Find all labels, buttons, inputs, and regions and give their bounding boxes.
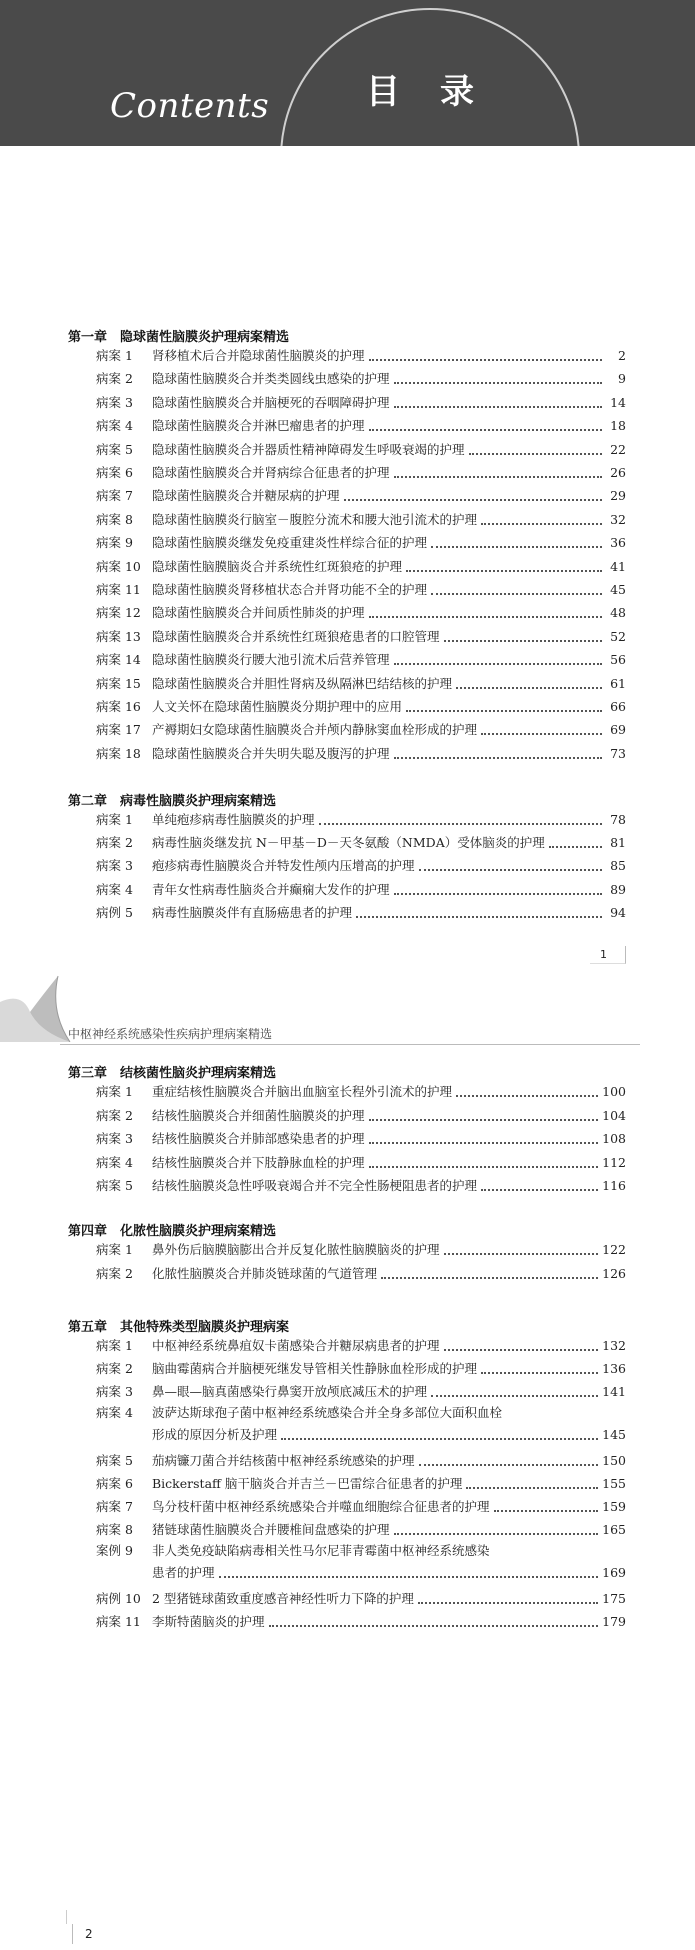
chapter-title: 第一章 隐球菌性脑膜炎护理病案精选: [68, 330, 290, 345]
entry-page-number: 22: [610, 441, 626, 457]
entry-page-number: 108: [602, 1131, 626, 1147]
entry-title: 隐球菌性脑膜脑炎合并系统性红斑狼疮的护理: [152, 558, 403, 574]
toc-entry[interactable]: [96, 553, 626, 575]
toc-entry[interactable]: [96, 389, 626, 411]
entry-page-number: 73: [610, 745, 626, 761]
toc-entry[interactable]: [96, 529, 626, 551]
dot-leader: [431, 593, 602, 595]
case-label: 病案 13: [96, 628, 141, 644]
toc-entry[interactable]: [96, 412, 626, 434]
entry-title: Bickerstaff 脑干脑炎合并吉兰－巴雷综合征患者的护理: [152, 1476, 463, 1491]
dot-leader: [419, 1464, 599, 1466]
entry-title: 隐球菌性脑膜炎合并系统性红斑狼疮患者的口腔管理: [152, 628, 440, 644]
case-label: 病案 7: [96, 488, 133, 504]
entry-title: 病毒性脑炎继发抗 N－甲基－D－天冬氨酸（NMDA）受体脑炎的护理: [152, 835, 545, 851]
entry-page-number: 29: [610, 488, 626, 504]
dot-leader: [344, 499, 602, 501]
toc-entry[interactable]: [96, 1355, 626, 1377]
entry-page-number: 112: [602, 1154, 626, 1170]
entry-page-number: 9: [618, 371, 626, 387]
toc-entry[interactable]: [96, 1332, 626, 1354]
entry-title: 李斯特菌脑炎的护理: [152, 1614, 265, 1629]
dot-leader: [431, 546, 602, 548]
case-label: 病案 17: [96, 722, 141, 738]
toc-entry[interactable]: [96, 693, 626, 715]
entry-page-number: 66: [610, 699, 626, 714]
toc-entry[interactable]: [96, 342, 626, 364]
chapter-title: 第四章 化脓性脑膜炎护理病案精选: [68, 1224, 277, 1239]
case-label: 病案 4: [96, 1154, 133, 1170]
toc-entry[interactable]: [96, 646, 626, 668]
entry-page-number: 56: [610, 652, 626, 668]
entry-title: 重症结核性脑膜炎合并脑出血脑室长程外引流术的护理: [152, 1084, 453, 1099]
mulu-label: 目录: [366, 72, 514, 112]
entry-page-number: 85: [610, 858, 626, 874]
entry-title: 隐球菌性脑膜炎行脑室－腹腔分流术和腰大池引流术的护理: [152, 511, 478, 527]
entry-page-number: 165: [602, 1522, 626, 1537]
dot-leader: [481, 733, 602, 735]
entry-page-number: 136: [602, 1361, 626, 1376]
case-label: 病案 7: [96, 1499, 133, 1514]
entry-title: 疱疹病毒性脑膜炎合并特发性颅内压增高的护理: [152, 858, 415, 874]
entry-page-number: 141: [602, 1384, 626, 1399]
entry-page-number: 100: [602, 1084, 626, 1099]
case-label: 病案 8: [96, 511, 133, 527]
case-label: 病案 2: [96, 1361, 133, 1376]
entry-page-number: 26: [610, 465, 626, 480]
toc-entry[interactable]: [96, 1539, 626, 1581]
entry-title: 产褥期妇女隐球菌性脑膜炎合并颅内静脉窦血栓形成的护理: [152, 722, 478, 738]
entry-page-number: 179: [602, 1614, 626, 1629]
dot-leader: [356, 916, 602, 918]
entry-page-number: 126: [602, 1266, 626, 1281]
case-label: 病案 3: [96, 1384, 133, 1399]
entry-title: 肾移植术后合并隐球菌性脑膜炎的护理: [152, 348, 365, 363]
case-label: 病案 1: [96, 812, 133, 827]
dot-leader: [469, 453, 602, 455]
dot-leader: [369, 1142, 599, 1144]
case-label: 病案 2: [96, 371, 133, 387]
contents-label: Contents: [110, 86, 270, 126]
entry-title: 隐球菌性脑膜炎合并脑梗死的吞咽障碍护理: [152, 394, 390, 410]
case-label: 病例 10: [96, 1591, 141, 1606]
case-label: 病案 10: [96, 558, 141, 574]
page-number: 1: [590, 946, 626, 964]
entry-page-number: 36: [610, 535, 626, 551]
dot-leader: [369, 616, 602, 618]
case-label: 病案 14: [96, 652, 141, 668]
entry-title: 隐球菌性脑膜炎肾移植状态合并肾功能不全的护理: [152, 582, 428, 597]
case-label: 病案 4: [96, 881, 133, 897]
entry-page-number: 104: [602, 1107, 626, 1123]
entry-page-number: 78: [610, 812, 626, 827]
entry-title: 隐球菌性脑膜炎合并糖尿病的护理: [152, 488, 340, 504]
page-number-tick: [66, 1910, 67, 1924]
entry-page-number: 94: [610, 904, 626, 920]
divider: [60, 1044, 640, 1045]
toc-entry[interactable]: [96, 1585, 626, 1607]
entry-page-number: 2: [618, 348, 626, 363]
case-label: 病案 1: [96, 348, 133, 363]
dot-leader: [456, 1095, 598, 1097]
entry-title: 鼻—眼—脑真菌感染行鼻窦开放颅底减压术的护理: [152, 1384, 428, 1399]
entry-page-number: 175: [602, 1591, 626, 1606]
dot-leader: [481, 523, 602, 525]
entry-page-number: 159: [602, 1499, 626, 1514]
dot-leader: [369, 359, 602, 361]
case-label: 病案 5: [96, 1178, 133, 1194]
entry-title: 茄病镰刀菌合并结核菌中枢神经系统感染的护理: [152, 1453, 415, 1468]
entry-page-number: 52: [610, 628, 626, 644]
case-label: 案例 9: [96, 1543, 133, 1558]
entry-title: 鸟分枝杆菌中枢神经系统感染合并噬血细胞综合征患者的护理: [152, 1499, 490, 1514]
dot-leader: [456, 687, 602, 689]
entry-title: 脑曲霉菌病合并脑梗死继发导管相关性静脉血栓形成的护理: [152, 1361, 478, 1376]
entry-title: 结核性脑膜炎合并肺部感染患者的护理: [152, 1131, 365, 1147]
toc-entry[interactable]: [96, 1608, 626, 1630]
dot-leader: [394, 406, 602, 408]
entry-title: 隐球菌性脑膜炎合并间质性肺炎的护理: [152, 605, 365, 621]
case-label: 病案 3: [96, 1131, 133, 1147]
entry-page-number: 116: [602, 1178, 626, 1194]
toc-entry[interactable]: [96, 1470, 626, 1492]
entry-page-number: 45: [610, 582, 626, 597]
case-label: 病案 11: [96, 1614, 141, 1629]
toc-entry[interactable]: [96, 436, 626, 458]
entry-title: 猪链球菌性脑膜炎合并腰椎间盘感染的护理: [152, 1522, 390, 1537]
entry-title: 青年女性病毒性脑炎合并癫痫大发作的护理: [152, 881, 390, 897]
toc-entry[interactable]: [96, 1125, 626, 1147]
toc-entry[interactable]: [96, 1078, 626, 1100]
dot-leader: [394, 663, 602, 665]
case-label: 病案 2: [96, 835, 133, 851]
dot-leader: [394, 476, 602, 478]
entry-page-number: 61: [610, 675, 626, 691]
entry-title: 波萨达斯球孢子菌中枢神经系统感染合并全身多部位大面积血栓: [152, 1405, 503, 1420]
dot-leader: [444, 1253, 599, 1255]
dot-leader: [481, 1189, 598, 1191]
toc-entry[interactable]: [96, 506, 626, 528]
dot-leader: [269, 1625, 599, 1627]
entry-page-number: 41: [610, 558, 626, 574]
case-label: 病案 3: [96, 858, 133, 874]
dot-leader: [394, 1533, 599, 1535]
toc-entry[interactable]: [96, 740, 626, 762]
dot-leader: [444, 1349, 599, 1351]
toc-entry[interactable]: [96, 876, 626, 898]
entry-title: 结核性脑膜炎急性呼吸衰竭合并不完全性肠梗阻患者的护理: [152, 1178, 478, 1194]
chapter-title: 第三章 结核菌性脑炎护理病案精选: [68, 1066, 277, 1081]
case-label: 病案 6: [96, 465, 133, 480]
chapter-title: 第五章 其他特殊类型脑膜炎护理病案: [68, 1320, 290, 1335]
dot-leader: [406, 570, 602, 572]
case-label: 病案 8: [96, 1522, 133, 1537]
entry-title: 结核性脑膜炎合并细菌性脑膜炎的护理: [152, 1107, 365, 1123]
entry-title: 隐球菌性脑膜炎继发免疫重建炎性样综合征的护理: [152, 535, 428, 551]
entry-title: 隐球菌性脑膜炎合并淋巴瘤患者的护理: [152, 418, 365, 434]
toc-entry[interactable]: [96, 1447, 626, 1469]
entry-title: 隐球菌性脑膜炎合并失明失聪及腹泻的护理: [152, 745, 390, 761]
entry-title: 2 型猪链球菌致重度感音神经性听力下降的护理: [152, 1591, 414, 1606]
toc-entry[interactable]: [96, 1149, 626, 1171]
entry-page-number: 169: [602, 1565, 626, 1580]
case-label: 病案 5: [96, 1453, 133, 1468]
entry-title: 鼻外伤后脑膜脑膨出合并反复化脓性脑膜脑炎的护理: [152, 1242, 440, 1257]
dot-leader: [369, 1119, 599, 1121]
case-label: 病案 2: [96, 1107, 133, 1123]
case-label: 病案 4: [96, 418, 133, 434]
entry-title: 非人类免疫缺陷病毒相关性马尔尼菲青霉菌中枢神经系统感染: [152, 1543, 490, 1558]
case-label: 病案 18: [96, 745, 141, 761]
entry-title: 单纯疱疹病毒性脑膜炎的护理: [152, 812, 315, 827]
dot-leader: [369, 429, 602, 431]
dot-leader: [431, 1395, 598, 1397]
entry-page-number: 32: [610, 511, 626, 527]
dot-leader: [444, 640, 602, 642]
toc-entry[interactable]: [96, 1516, 626, 1538]
dot-leader: [549, 846, 602, 848]
toc-entry[interactable]: [96, 806, 626, 828]
entry-page-number: 145: [602, 1427, 626, 1442]
case-label: 病案 5: [96, 441, 133, 457]
dot-leader: [281, 1438, 598, 1440]
dot-leader: [418, 1602, 598, 1604]
entry-page-number: 18: [610, 418, 626, 434]
toc-entry[interactable]: [96, 365, 626, 387]
entry-title: 隐球菌性脑膜炎合并器质性精神障碍发生呼吸衰竭的护理: [152, 441, 465, 457]
entry-title: 隐球菌性脑膜炎合并肾病综合征患者的护理: [152, 465, 390, 480]
entry-title: 病毒性脑膜炎伴有直肠癌患者的护理: [152, 904, 353, 920]
case-label: 病案 15: [96, 675, 141, 691]
entry-title: 结核性脑膜炎合并下肢静脉血栓的护理: [152, 1154, 365, 1170]
chapter-title: 第二章 病毒性脑膜炎护理病案精选: [68, 794, 277, 809]
case-label: 病案 2: [96, 1266, 133, 1281]
dot-leader: [369, 1166, 599, 1168]
entry-page-number: 69: [610, 722, 626, 738]
case-label: 病案 11: [96, 582, 141, 597]
toc-entry[interactable]: [96, 1172, 626, 1194]
entry-title: 隐球菌性脑膜炎合并类类圆线虫感染的护理: [152, 371, 390, 387]
case-label: 病案 16: [96, 699, 141, 714]
dot-leader: [481, 1372, 598, 1374]
case-label: 病案 1: [96, 1084, 133, 1099]
toc-entry[interactable]: [96, 623, 626, 645]
page-number: 2: [72, 1924, 98, 1944]
toc-entry[interactable]: [96, 1236, 626, 1258]
toc-entry[interactable]: [96, 576, 626, 598]
entry-title: 化脓性脑膜炎合并肺炎链球菌的气道管理: [152, 1266, 378, 1281]
case-label: 病例 5: [96, 904, 133, 920]
contents-header: [0, 0, 695, 146]
dot-leader: [406, 710, 602, 712]
entry-title: 中枢神经系统鼻疽奴卡菌感染合并糖尿病患者的护理: [152, 1338, 440, 1353]
case-label: 病案 3: [96, 394, 133, 410]
toc-entry[interactable]: [96, 899, 626, 921]
dot-leader: [381, 1277, 598, 1279]
running-head: 中枢神经系统感染性疾病护理病案精选: [68, 1027, 273, 1041]
entry-title: 隐球菌性脑膜炎行腰大池引流术后营养管理: [152, 652, 390, 668]
toc-entry[interactable]: [96, 1401, 626, 1443]
case-label: 病案 1: [96, 1338, 133, 1353]
entry-title-continued: 患者的护理: [152, 1565, 215, 1580]
entry-title: 隐球菌性脑膜炎合并胆性肾病及纵隔淋巴结结核的护理: [152, 675, 453, 691]
entry-page-number: 122: [602, 1242, 626, 1257]
dot-leader: [319, 823, 602, 825]
dot-leader: [394, 382, 602, 384]
case-label: 病案 4: [96, 1405, 133, 1420]
dot-leader: [419, 869, 602, 871]
entry-title-continued: 形成的原因分析及护理: [152, 1427, 278, 1442]
dot-leader: [394, 893, 602, 895]
toc-entry[interactable]: [96, 852, 626, 874]
toc-entry[interactable]: [96, 670, 626, 692]
toc-entry[interactable]: [96, 459, 626, 481]
entry-page-number: 155: [602, 1476, 626, 1491]
entry-page-number: 132: [602, 1338, 626, 1353]
toc-entry[interactable]: [96, 482, 626, 504]
dot-leader: [494, 1510, 599, 1512]
dot-leader: [394, 757, 602, 759]
toc-entry[interactable]: [96, 716, 626, 738]
toc-entry[interactable]: [96, 1260, 626, 1282]
case-label: 病案 12: [96, 605, 141, 621]
dot-leader: [466, 1487, 598, 1489]
toc-entry[interactable]: [96, 599, 626, 621]
toc-entry[interactable]: [96, 1102, 626, 1124]
toc-entry[interactable]: [96, 1378, 626, 1400]
entry-title: 人文关怀在隐球菌性脑膜炎分期护理中的应用: [152, 699, 403, 714]
toc-entry[interactable]: [96, 829, 626, 851]
case-label: 病案 9: [96, 535, 133, 551]
entry-page-number: 81: [610, 835, 626, 851]
toc-entry[interactable]: [96, 1493, 626, 1515]
entry-page-number: 48: [610, 605, 626, 621]
case-label: 病案 1: [96, 1242, 133, 1257]
dot-leader: [219, 1576, 599, 1578]
entry-page-number: 150: [602, 1453, 626, 1468]
case-label: 病案 6: [96, 1476, 133, 1491]
entry-page-number: 14: [610, 394, 626, 410]
entry-page-number: 89: [610, 881, 626, 897]
